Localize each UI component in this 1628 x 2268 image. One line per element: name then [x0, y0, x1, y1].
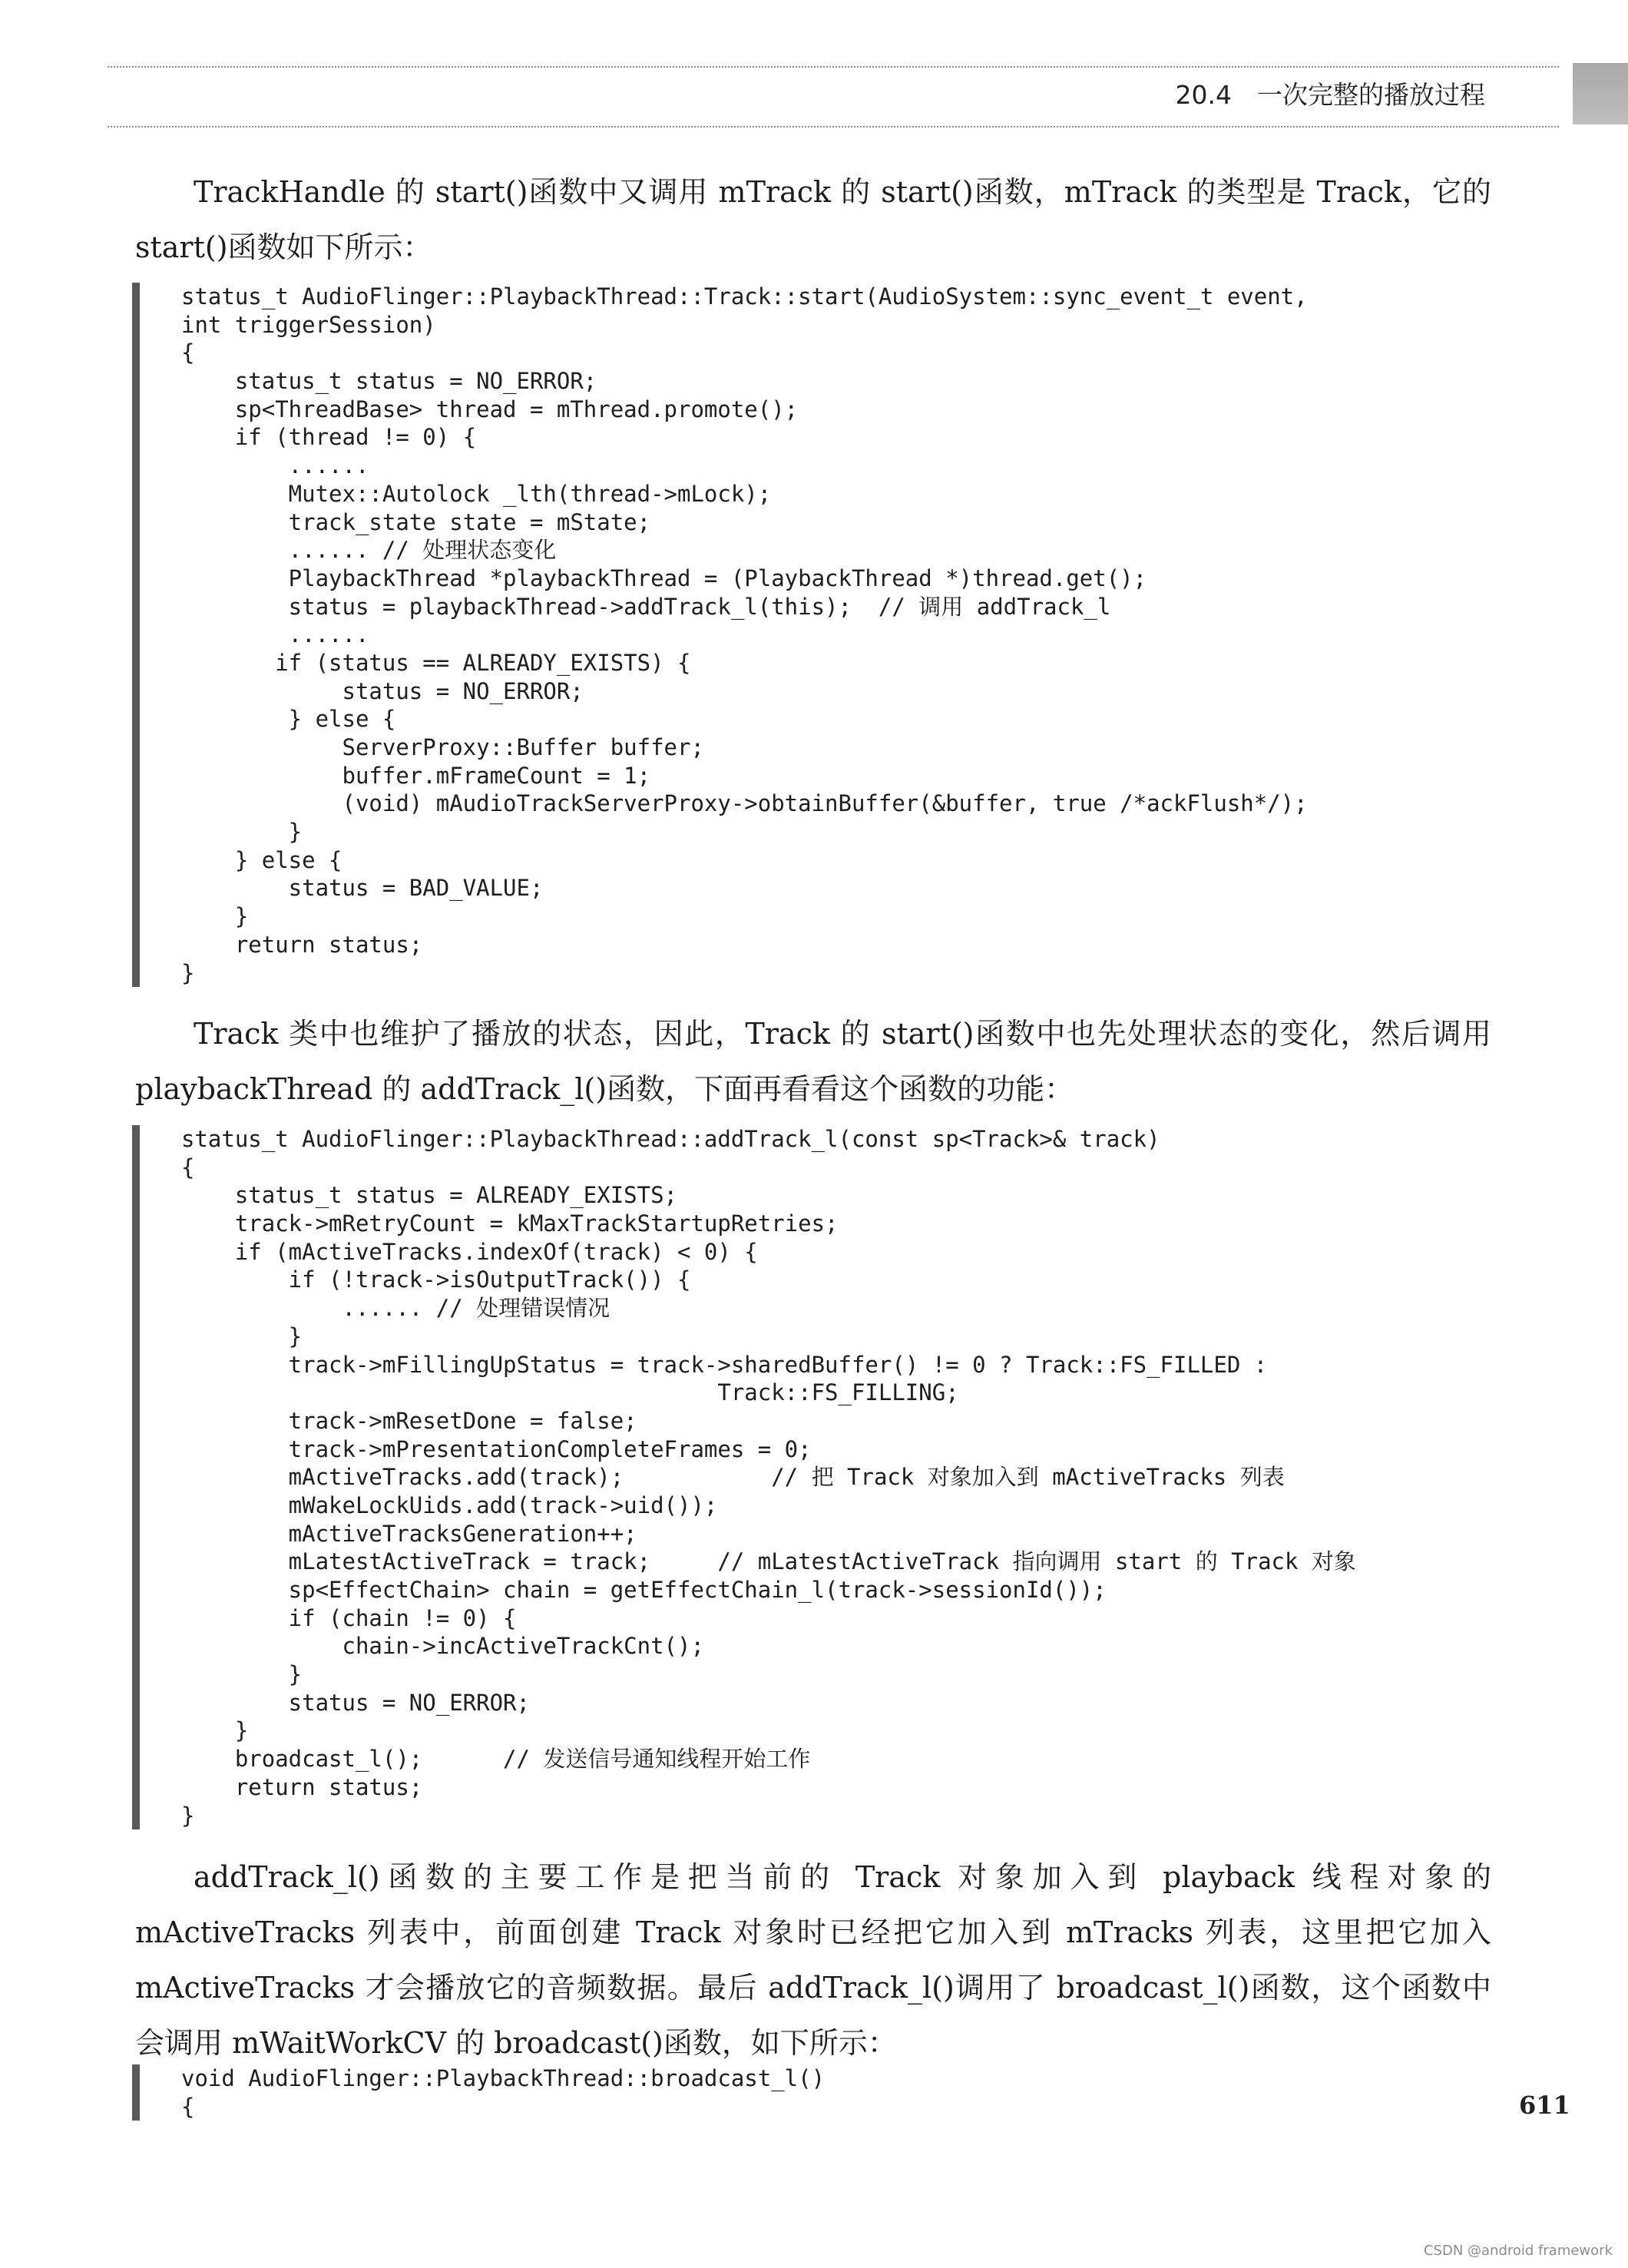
code-line: status = NO_ERROR; [181, 677, 584, 704]
code-line: if (!track->isOutputTrack()) { [181, 1266, 691, 1293]
code-line: { [181, 1154, 195, 1180]
code-line: status_t status = NO_ERROR; [181, 368, 597, 395]
code-line: } [181, 1323, 303, 1349]
page-edge-tab [1573, 63, 1628, 124]
code-line: mActiveTracks.add(track); // 把 Track 对象加入到 mActiveTracks 列表 [181, 1464, 1285, 1491]
code-line: ServerProxy::Buffer buffer; [181, 734, 704, 760]
running-head: 20.4 一次完整的播放过程 [1175, 80, 1485, 110]
watermark: CSDN @android framework [1423, 2243, 1613, 2259]
code-line: int triggerSession) [181, 311, 436, 338]
code-line: status_t status = ALREADY_EXISTS; [181, 1182, 678, 1209]
code-line: if (thread != 0) { [181, 424, 477, 451]
code-line: } else { [181, 706, 396, 733]
code-line: track->mPresentationCompleteFrames = 0; [181, 1435, 812, 1462]
code-line: track_state state = mState; [181, 508, 651, 535]
code-line: status = playbackThread->addTrack_l(this); // 调用 addTrack_l [181, 593, 1111, 620]
code-line: } [181, 1717, 249, 1744]
code-line: Mutex::Autolock _lth(thread->mLock); [181, 480, 772, 507]
code-line: track->mRetryCount = kMaxTrackStartupRetries; [181, 1210, 839, 1237]
paragraph-2: Track 类中也维护了播放的状态，因此，Track 的 start()函数中也先处理状态的变化，然后调用 playbackThread 的 addTrack_l()函数，下面再看看这个函数的功能： [135, 1017, 1491, 1106]
code-block-addtrack [132, 1125, 1499, 1829]
code-line: { [181, 2093, 195, 2120]
code-line: PlaybackThread *playbackThread = (PlaybackThread *)thread.get(); [181, 565, 1147, 591]
code-line: sp<EffectChain> chain = getEffectChain_l(track->sessionId()); [181, 1577, 1107, 1603]
code-line: status_t AudioFlinger::PlaybackThread::Track::start(AudioSystem::sync_event_t event, [181, 283, 1308, 310]
code-line: } else { [181, 846, 342, 873]
paragraph-1: TrackHandle 的 start()函数中又调用 mTrack 的 start()函数，mTrack 的类型是 Track，它的 start()函数如下所示： [135, 175, 1491, 264]
code-line: (void) mAudioTrackServerProxy->obtainBuffer(&buffer, true /*ackFlush*/); [181, 790, 1308, 817]
code-block-track-start [132, 283, 1499, 987]
code-line: status_t AudioFlinger::PlaybackThread::addTrack_l(const sp<Track>& track) [181, 1126, 1160, 1152]
code-line: ...... // 处理错误情况 [181, 1295, 610, 1322]
code-line: if (status == ALREADY_EXISTS) { [181, 649, 691, 676]
code-line: return status; [181, 931, 423, 958]
code-line: track->mResetDone = false; [181, 1407, 637, 1434]
code-line: } [181, 1802, 195, 1829]
code-line: if (mActiveTracks.indexOf(track) < 0) { [181, 1238, 758, 1265]
code-line: status = NO_ERROR; [181, 1689, 530, 1716]
code-line: sp<ThreadBase> thread = mThread.promote(); [181, 396, 799, 422]
code-line: ...... // 处理状态变化 [181, 537, 557, 564]
code-line: } [181, 903, 249, 930]
code-line: mActiveTracksGeneration++; [181, 1520, 637, 1547]
page-number: 611 [1519, 2091, 1570, 2120]
code-line: { [181, 339, 195, 366]
code-line: buffer.mFrameCount = 1; [181, 762, 651, 789]
code-line: ...... [181, 621, 369, 648]
code-line: Track::FS_FILLING; [181, 1379, 959, 1406]
code-block-broadcast [132, 2064, 1499, 2121]
code-line: void AudioFlinger::PlaybackThread::broadcast_l() [181, 2065, 826, 2091]
code-line: status = BAD_VALUE; [181, 875, 544, 902]
code-line: chain->incActiveTrackCnt(); [181, 1633, 704, 1660]
code-line: mLatestActiveTrack = track; // mLatestActiveTrack 指向调用 start 的 Track 对象 [181, 1548, 1356, 1575]
code-line: } [181, 819, 303, 846]
code-line: } [181, 959, 195, 986]
code-line: broadcast_l(); // 发送信号通知线程开始工作 [181, 1746, 811, 1773]
code-line: return status; [181, 1773, 423, 1800]
code-line: track->mFillingUpStatus = track->sharedBuffer() != 0 ? Track::FS_FILLED : [181, 1351, 1268, 1378]
code-line: } [181, 1661, 303, 1688]
code-line: ...... [181, 452, 369, 479]
header-rule-top [108, 66, 1559, 68]
paragraph-3: addTrack_l()函数的主要工作是把当前的 Track 对象加入到 playback 线程对象的 mActiveTracks 列表中，前面创建 Track 对象时已经把它加入到 mTracks 列表，这里把它加入 mActiveTracks 才会播放它的音频数据。最后 addTrack_l()调用了 broadcast_l()函数，这个函数中会调用 mWaitWorkCV 的 broadcast()函数，如下所示： [135, 1860, 1491, 2060]
header-rule-bottom [108, 126, 1559, 127]
code-line: mWakeLockUids.add(track->uid()); [181, 1492, 718, 1518]
code-line: if (chain != 0) { [181, 1604, 517, 1631]
